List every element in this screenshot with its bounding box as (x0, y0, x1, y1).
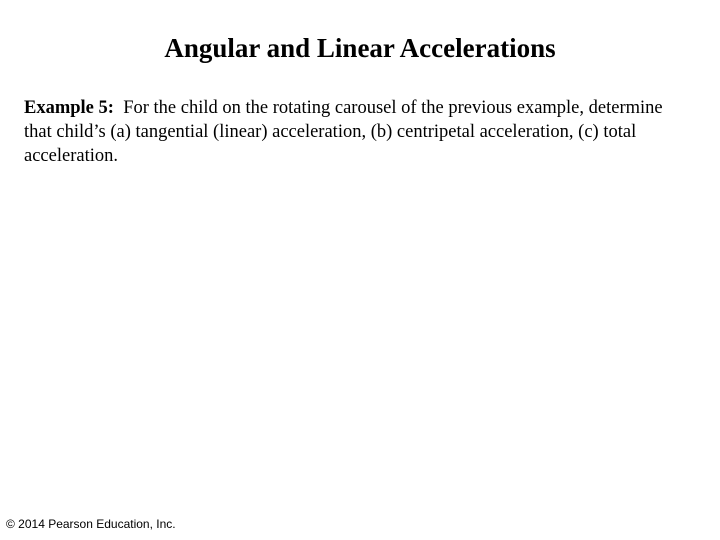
slide-title: Angular and Linear Accelerations (164, 33, 556, 63)
example-text: For the child on the rotating carousel of the previous example, determine that child’s (a) tangential (linear) acceleration, (b) centripetal acceleration, (c) total acceleration. (24, 98, 663, 166)
copyright-notice: © 2014 Pearson Education, Inc. (6, 517, 176, 531)
example-paragraph (24, 96, 664, 168)
example-label: Example 5: (24, 98, 114, 118)
